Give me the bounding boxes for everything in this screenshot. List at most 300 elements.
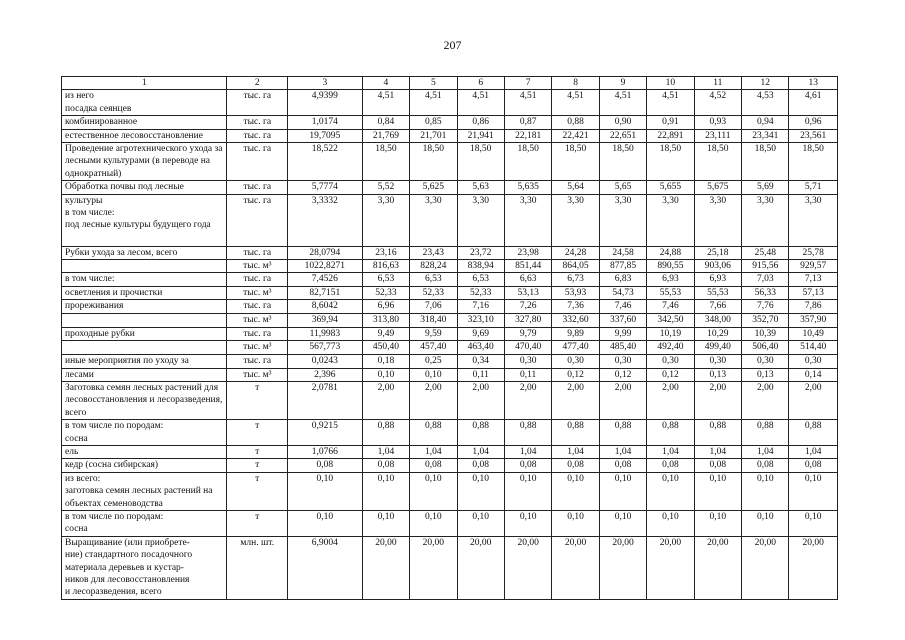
value-cell: 0,88 (504, 420, 551, 446)
table-row (62, 181, 838, 194)
value-cell: 18,50 (362, 143, 409, 181)
value-cell: 0,93 (694, 116, 741, 129)
value-cell: 23,111 (694, 129, 741, 142)
row-label: лесами (62, 368, 227, 381)
value-cell: 0,10 (410, 472, 457, 510)
value-cell: 3,30 (599, 194, 646, 246)
value-cell: 6,53 (410, 273, 457, 286)
value-cell: 0,12 (599, 368, 646, 381)
value-cell: 0,10 (742, 510, 789, 536)
value-cell: 828,24 (410, 260, 457, 273)
value-cell: 3,30 (742, 194, 789, 246)
value-cell: 6,93 (694, 273, 741, 286)
value-cell: 5,71 (789, 181, 838, 194)
value-cell: 0,10 (647, 510, 694, 536)
value-cell: 352,70 (742, 313, 789, 327)
row-label: из всего: заготовка семян лесных растений на объектах семеноводства (62, 472, 227, 510)
value-cell: 28,0794 (288, 246, 363, 259)
table-row (62, 459, 838, 472)
value-cell: 23,43 (410, 246, 457, 259)
value-cell: 0,30 (599, 355, 646, 368)
value-cell: 0,85 (410, 116, 457, 129)
value-cell: 457,40 (410, 341, 457, 355)
value-cell: 0,88 (742, 420, 789, 446)
value-cell: 6,73 (552, 273, 599, 286)
value-cell: 903,06 (694, 260, 741, 273)
value-cell: 21,941 (457, 129, 504, 142)
value-cell: 0,90 (599, 116, 646, 129)
value-cell: 1,04 (362, 445, 409, 458)
value-cell: 20,00 (410, 536, 457, 599)
value-cell: 4,51 (504, 90, 551, 116)
value-cell: 0,08 (694, 459, 741, 472)
row-label (62, 341, 227, 355)
value-cell: 1,04 (789, 445, 838, 458)
value-cell: 323,10 (457, 313, 504, 327)
column-header: 12 (742, 77, 789, 90)
value-cell: 1,04 (742, 445, 789, 458)
row-label: естественное лесовосстановление (62, 129, 227, 142)
value-cell: 2,00 (694, 381, 741, 419)
value-cell: 25,48 (742, 246, 789, 259)
value-cell: 3,30 (694, 194, 741, 246)
value-cell: 24,88 (647, 246, 694, 259)
value-cell: 0,12 (647, 368, 694, 381)
value-cell: 0,88 (694, 420, 741, 446)
value-cell: 0,10 (504, 510, 551, 536)
value-cell: 18,50 (694, 143, 741, 181)
row-unit: тыс. га (227, 143, 288, 181)
value-cell: 7,16 (457, 300, 504, 313)
value-cell: 4,51 (599, 90, 646, 116)
table-row (62, 420, 838, 446)
value-cell: 0,86 (457, 116, 504, 129)
value-cell: 20,00 (694, 536, 741, 599)
value-cell: 816,63 (362, 260, 409, 273)
value-cell: 20,00 (457, 536, 504, 599)
value-cell: 838,94 (457, 260, 504, 273)
value-cell: 342,50 (647, 313, 694, 327)
value-cell: 55,53 (647, 286, 694, 299)
value-cell: 348,00 (694, 313, 741, 327)
row-label: Рубки ухода за лесом, всего (62, 246, 227, 259)
table-row (62, 246, 838, 259)
value-cell: 0,88 (552, 420, 599, 446)
table-row (62, 286, 838, 299)
value-cell: 5,64 (552, 181, 599, 194)
row-unit: т (227, 472, 288, 510)
column-header: 11 (694, 77, 741, 90)
value-cell: 2,0781 (288, 381, 363, 419)
value-cell: 20,00 (742, 536, 789, 599)
value-cell: 0,88 (599, 420, 646, 446)
value-cell: 5,69 (742, 181, 789, 194)
value-cell: 0,96 (789, 116, 838, 129)
value-cell: 0,10 (410, 368, 457, 381)
value-cell: 7,46 (647, 300, 694, 313)
row-label: в том числе по породам: сосна (62, 510, 227, 536)
table-row (62, 300, 838, 313)
value-cell: 0,08 (647, 459, 694, 472)
value-cell: 337,60 (599, 313, 646, 327)
value-cell: 21,701 (410, 129, 457, 142)
value-cell: 52,33 (362, 286, 409, 299)
row-label: Обработка почвы под лесные (62, 181, 227, 194)
value-cell: 0,10 (647, 472, 694, 510)
value-cell: 1,04 (647, 445, 694, 458)
value-cell: 0,10 (552, 510, 599, 536)
value-cell: 506,40 (742, 341, 789, 355)
value-cell: 0,13 (742, 368, 789, 381)
value-cell: 0,10 (789, 510, 838, 536)
value-cell: 477,40 (552, 341, 599, 355)
row-unit: тыс. га (227, 273, 288, 286)
value-cell: 2,00 (552, 381, 599, 419)
value-cell: 0,18 (362, 355, 409, 368)
value-cell: 1,0174 (288, 116, 363, 129)
value-cell: 4,51 (362, 90, 409, 116)
value-cell: 25,78 (789, 246, 838, 259)
value-cell: 0,10 (599, 510, 646, 536)
table-row (62, 260, 838, 273)
value-cell: 18,50 (552, 143, 599, 181)
value-cell: 56,33 (742, 286, 789, 299)
value-cell: 18,522 (288, 143, 363, 181)
value-cell: 6,83 (599, 273, 646, 286)
value-cell: 82,7151 (288, 286, 363, 299)
row-label: Выращивание (или приобрете- ние) стандартного посадочного материала деревьев и кустар- ников для лесовосстановления и лесоразведения, всего (62, 536, 227, 599)
table-row (62, 381, 838, 419)
value-cell: 4,61 (789, 90, 838, 116)
value-cell: 492,40 (647, 341, 694, 355)
table-row (62, 355, 838, 368)
table-row (62, 368, 838, 381)
value-cell: 6,96 (362, 300, 409, 313)
column-header: 13 (789, 77, 838, 90)
row-unit: тыс. га (227, 300, 288, 313)
value-cell: 0,84 (362, 116, 409, 129)
value-cell: 0,30 (504, 355, 551, 368)
value-cell: 20,00 (552, 536, 599, 599)
value-cell: 22,651 (599, 129, 646, 142)
value-cell: 332,60 (552, 313, 599, 327)
value-cell: 7,13 (789, 273, 838, 286)
value-cell: 0,88 (410, 420, 457, 446)
page-number: 207 (443, 38, 462, 52)
row-label: осветления и прочистки (62, 286, 227, 299)
row-unit: тыс. га (227, 246, 288, 259)
table-row (62, 116, 838, 129)
value-cell: 0,10 (457, 510, 504, 536)
value-cell: 0,08 (288, 459, 363, 472)
value-cell: 22,891 (647, 129, 694, 142)
column-header: 6 (457, 77, 504, 90)
value-cell: 0,88 (362, 420, 409, 446)
table-row (62, 341, 838, 355)
value-cell: 5,7774 (288, 181, 363, 194)
table-row (62, 143, 838, 181)
value-cell: 11,9983 (288, 327, 363, 340)
value-cell: 2,00 (457, 381, 504, 419)
value-cell: 6,9004 (288, 536, 363, 599)
row-label: кедр (сосна сибирская) (62, 459, 227, 472)
value-cell: 2,00 (647, 381, 694, 419)
row-unit: т (227, 510, 288, 536)
value-cell: 18,50 (599, 143, 646, 181)
column-header: 2 (227, 77, 288, 90)
row-label: Проведение агротехнического ухода за лесными культурами (в переводе на однократный) (62, 143, 227, 181)
value-cell: 4,51 (457, 90, 504, 116)
value-cell: 0,12 (552, 368, 599, 381)
value-cell: 7,86 (789, 300, 838, 313)
value-cell: 7,36 (552, 300, 599, 313)
value-cell: 499,40 (694, 341, 741, 355)
value-cell: 5,63 (457, 181, 504, 194)
value-cell: 22,421 (552, 129, 599, 142)
forestry-data-table (61, 76, 838, 600)
value-cell: 0,08 (742, 459, 789, 472)
row-unit: тыс. га (227, 181, 288, 194)
value-cell: 0,14 (789, 368, 838, 381)
row-label (62, 260, 227, 273)
table-row (62, 273, 838, 286)
header-row (62, 77, 838, 90)
value-cell: 0,30 (647, 355, 694, 368)
value-cell: 313,80 (362, 313, 409, 327)
value-cell: 0,10 (288, 510, 363, 536)
value-cell: 0,91 (647, 116, 694, 129)
value-cell: 3,30 (362, 194, 409, 246)
row-label: ель (62, 445, 227, 458)
value-cell: 57,13 (789, 286, 838, 299)
value-cell: 23,16 (362, 246, 409, 259)
value-cell: 3,30 (552, 194, 599, 246)
row-unit: тыс. м³ (227, 368, 288, 381)
value-cell: 20,00 (647, 536, 694, 599)
value-cell: 7,26 (504, 300, 551, 313)
row-label: проходные рубки (62, 327, 227, 340)
value-cell: 18,50 (457, 143, 504, 181)
value-cell: 23,561 (789, 129, 838, 142)
row-unit: т (227, 420, 288, 446)
row-label (62, 313, 227, 327)
row-unit: тыс. га (227, 116, 288, 129)
row-label: иные мероприятия по уходу за (62, 355, 227, 368)
value-cell: 0,10 (694, 510, 741, 536)
value-cell: 3,30 (457, 194, 504, 246)
value-cell: 4,52 (694, 90, 741, 116)
value-cell: 10,39 (742, 327, 789, 340)
value-cell: 52,33 (457, 286, 504, 299)
value-cell: 3,30 (504, 194, 551, 246)
value-cell: 7,03 (742, 273, 789, 286)
value-cell: 0,10 (362, 472, 409, 510)
row-label: комбинированное (62, 116, 227, 129)
value-cell: 0,88 (647, 420, 694, 446)
value-cell: 0,10 (362, 510, 409, 536)
column-header: 4 (362, 77, 409, 90)
row-unit: т (227, 381, 288, 419)
value-cell: 851,44 (504, 260, 551, 273)
value-cell: 6,93 (647, 273, 694, 286)
value-cell: 450,40 (362, 341, 409, 355)
value-cell: 4,51 (552, 90, 599, 116)
value-cell: 9,89 (552, 327, 599, 340)
row-unit: тыс. м³ (227, 286, 288, 299)
row-label: прореживания (62, 300, 227, 313)
value-cell: 1,04 (599, 445, 646, 458)
value-cell: 0,08 (789, 459, 838, 472)
table-row (62, 472, 838, 510)
value-cell: 0,11 (504, 368, 551, 381)
value-cell: 18,50 (789, 143, 838, 181)
value-cell: 5,65 (599, 181, 646, 194)
value-cell: 0,0243 (288, 355, 363, 368)
value-cell: 18,50 (647, 143, 694, 181)
value-cell: 7,06 (410, 300, 457, 313)
value-cell: 0,08 (457, 459, 504, 472)
value-cell: 1,04 (504, 445, 551, 458)
value-cell: 864,05 (552, 260, 599, 273)
row-unit: тыс. м³ (227, 313, 288, 327)
value-cell: 6,53 (457, 273, 504, 286)
value-cell: 7,66 (694, 300, 741, 313)
column-header: 7 (504, 77, 551, 90)
value-cell: 9,79 (504, 327, 551, 340)
value-cell: 0,30 (552, 355, 599, 368)
value-cell: 22,181 (504, 129, 551, 142)
value-cell: 0,11 (457, 368, 504, 381)
value-cell: 0,88 (552, 116, 599, 129)
value-cell: 1022,8271 (288, 260, 363, 273)
value-cell: 0,34 (457, 355, 504, 368)
value-cell: 19,7095 (288, 129, 363, 142)
row-unit: тыс. м³ (227, 341, 288, 355)
value-cell: 0,10 (362, 368, 409, 381)
value-cell: 55,53 (694, 286, 741, 299)
value-cell: 3,30 (410, 194, 457, 246)
value-cell: 18,50 (504, 143, 551, 181)
table-row (62, 445, 838, 458)
value-cell: 369,94 (288, 313, 363, 327)
value-cell: 567,773 (288, 341, 363, 355)
value-cell: 24,58 (599, 246, 646, 259)
value-cell: 5,52 (362, 181, 409, 194)
column-header: 1 (62, 77, 227, 90)
value-cell: 1,04 (552, 445, 599, 458)
row-unit: тыс. га (227, 194, 288, 246)
table-row (62, 327, 838, 340)
value-cell: 4,51 (647, 90, 694, 116)
value-cell: 23,98 (504, 246, 551, 259)
value-cell: 10,49 (789, 327, 838, 340)
row-label: из него посадка сеянцев (62, 90, 227, 116)
value-cell: 23,341 (742, 129, 789, 142)
value-cell: 463,40 (457, 341, 504, 355)
value-cell: 5,655 (647, 181, 694, 194)
value-cell: 915,56 (742, 260, 789, 273)
value-cell: 0,30 (742, 355, 789, 368)
table-row (62, 536, 838, 599)
value-cell: 5,635 (504, 181, 551, 194)
value-cell: 0,88 (457, 420, 504, 446)
value-cell: 4,51 (410, 90, 457, 116)
column-header: 8 (552, 77, 599, 90)
value-cell: 890,55 (647, 260, 694, 273)
column-header: 3 (288, 77, 363, 90)
table-row (62, 194, 838, 246)
value-cell: 0,13 (694, 368, 741, 381)
row-unit: тыс. га (227, 129, 288, 142)
row-unit: тыс. м³ (227, 260, 288, 273)
row-label: в том числе: (62, 273, 227, 286)
value-cell: 485,40 (599, 341, 646, 355)
value-cell: 54,73 (599, 286, 646, 299)
value-cell: 3,30 (647, 194, 694, 246)
value-cell: 3,30 (789, 194, 838, 246)
table-row (62, 313, 838, 327)
value-cell: 23,72 (457, 246, 504, 259)
value-cell: 929,57 (789, 260, 838, 273)
table-row (62, 90, 838, 116)
value-cell: 0,10 (504, 472, 551, 510)
value-cell: 52,33 (410, 286, 457, 299)
value-cell: 5,625 (410, 181, 457, 194)
value-cell: 25,18 (694, 246, 741, 259)
value-cell: 2,00 (504, 381, 551, 419)
value-cell: 0,10 (552, 472, 599, 510)
value-cell: 9,99 (599, 327, 646, 340)
value-cell: 9,49 (362, 327, 409, 340)
value-cell: 470,40 (504, 341, 551, 355)
value-cell: 0,10 (457, 472, 504, 510)
row-unit: тыс. га (227, 90, 288, 116)
value-cell: 0,10 (742, 472, 789, 510)
row-label: в том числе по породам: сосна (62, 420, 227, 446)
value-cell: 877,85 (599, 260, 646, 273)
value-cell: 0,30 (694, 355, 741, 368)
value-cell: 0,10 (288, 472, 363, 510)
value-cell: 327,80 (504, 313, 551, 327)
value-cell: 357,90 (789, 313, 838, 327)
value-cell: 24,28 (552, 246, 599, 259)
value-cell: 2,00 (362, 381, 409, 419)
row-unit: млн. шт. (227, 536, 288, 599)
value-cell: 0,08 (504, 459, 551, 472)
value-cell: 53,13 (504, 286, 551, 299)
value-cell: 18,50 (410, 143, 457, 181)
column-header: 10 (647, 77, 694, 90)
value-cell: 0,9215 (288, 420, 363, 446)
value-cell: 0,08 (362, 459, 409, 472)
table-row (62, 510, 838, 536)
value-cell: 10,29 (694, 327, 741, 340)
value-cell: 0,10 (599, 472, 646, 510)
row-unit: т (227, 459, 288, 472)
value-cell: 2,00 (789, 381, 838, 419)
value-cell: 20,00 (789, 536, 838, 599)
column-header: 5 (410, 77, 457, 90)
value-cell: 4,9399 (288, 90, 363, 116)
value-cell: 7,4526 (288, 273, 363, 286)
value-cell: 6,63 (504, 273, 551, 286)
value-cell: 0,08 (599, 459, 646, 472)
value-cell: 0,10 (410, 510, 457, 536)
value-cell: 20,00 (599, 536, 646, 599)
value-cell: 6,53 (362, 273, 409, 286)
value-cell: 20,00 (504, 536, 551, 599)
row-unit: тыс. га (227, 355, 288, 368)
